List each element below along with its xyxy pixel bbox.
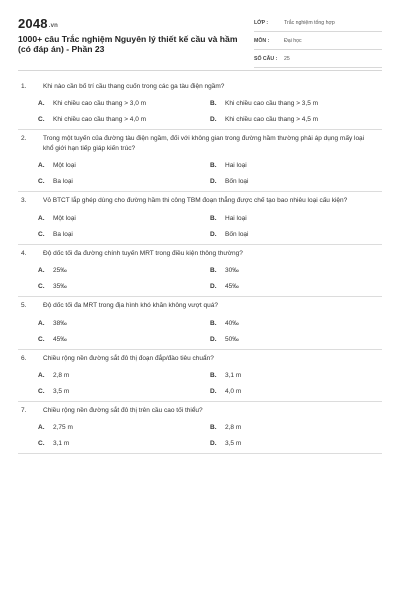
option-letter: A. [38, 424, 45, 432]
question-number: 6. [21, 354, 27, 362]
site-logo[interactable] [18, 16, 58, 31]
answer-options [18, 320, 382, 343]
answer-option[interactable] [210, 116, 382, 123]
option-text: 50‰ [225, 335, 239, 343]
question-stem [18, 406, 382, 415]
option-text: 30‰ [225, 267, 239, 275]
option-text: 45‰ [225, 283, 239, 291]
question-text: Chiều rộng nền đường sắt đô thị trên cầu cao tối thiểu? [43, 406, 203, 414]
option-text: 3,5 m [53, 387, 70, 395]
question-item [18, 402, 382, 454]
option-text: 2,8 m [225, 424, 242, 432]
option-text: 45‰ [53, 335, 67, 343]
question-number: 4. [21, 249, 27, 257]
option-letter: D. [210, 116, 217, 124]
option-text: Khi chiều cao cầu thang > 4,0 m [53, 116, 147, 124]
meta-value: Trắc nghiệm tổng hợp [284, 19, 335, 26]
answer-option[interactable] [38, 283, 210, 290]
answer-option[interactable] [38, 424, 210, 431]
answer-options [18, 267, 382, 290]
question-item [18, 192, 382, 244]
meta-value: 25 [284, 55, 290, 62]
option-text: 2,8 m [53, 371, 70, 379]
option-letter: B. [210, 371, 217, 379]
option-letter: A. [38, 100, 45, 108]
question-item [18, 78, 382, 130]
answer-option[interactable] [38, 178, 210, 185]
meta-row-subject [254, 32, 382, 50]
question-stem [18, 134, 382, 153]
option-text: 40‰ [225, 319, 239, 327]
logo-main: 2048 [18, 16, 48, 31]
option-text: Khi chiều cao cầu thang > 3,0 m [53, 100, 147, 108]
question-text: Chiều rộng nền đường sắt đô thị đoạn đắp/đào tiêu chuẩn? [43, 354, 214, 362]
meta-label: LỚP : [254, 19, 269, 26]
question-number: 1. [21, 83, 27, 90]
answer-option[interactable] [210, 283, 382, 290]
answer-options [18, 424, 382, 447]
option-letter: A. [38, 267, 45, 275]
answer-option[interactable] [210, 267, 382, 274]
option-text: Một loại [53, 162, 76, 170]
document-title: 1000+ câu Trắc nghiệm Nguyên lý thiết kế cầu và hầm (có đáp án) - Phần 23 [18, 34, 238, 55]
question-stem [18, 196, 382, 205]
question-number: 3. [21, 197, 27, 205]
question-item [18, 297, 382, 349]
option-text: Hai loại [225, 214, 247, 222]
option-letter: A. [38, 162, 45, 170]
option-letter: A. [38, 319, 45, 327]
option-letter: B. [210, 214, 217, 222]
answer-option[interactable] [38, 231, 210, 238]
option-text: 25‰ [53, 267, 67, 275]
answer-options [18, 162, 382, 185]
option-letter: C. [38, 335, 45, 343]
answer-option[interactable] [38, 215, 210, 222]
option-letter: A. [38, 214, 45, 222]
header [0, 0, 400, 66]
option-letter: C. [38, 116, 45, 124]
question-number: 7. [21, 406, 27, 414]
option-letter: D. [210, 387, 217, 395]
question-text: Độ dốc tối đa đường chính tuyến MRT trong điều kiện thông thường? [43, 249, 243, 257]
question-stem [18, 354, 382, 363]
option-letter: A. [38, 371, 45, 379]
option-text: 35‰ [53, 283, 67, 291]
option-text: Khi chiều cao cầu thang > 3,5 m [225, 100, 319, 108]
option-text: 3,1 m [225, 371, 242, 379]
option-letter: B. [210, 424, 217, 432]
meta-label: SỐ CÂU : [254, 55, 278, 62]
option-text: Bốn loại [225, 178, 249, 186]
option-letter: D. [210, 335, 217, 343]
header-divider [18, 70, 382, 71]
meta-table [254, 14, 382, 68]
answer-option[interactable] [210, 215, 382, 222]
answer-option[interactable] [38, 267, 210, 274]
answer-option[interactable] [38, 388, 210, 395]
option-text: Hai loại [225, 162, 247, 170]
question-item [18, 130, 382, 192]
option-text: Bốn loại [225, 230, 249, 238]
logo-suffix: .vn [48, 23, 59, 29]
answer-option[interactable] [210, 178, 382, 185]
answer-option[interactable] [210, 424, 382, 431]
question-item [18, 245, 382, 297]
answer-option[interactable] [210, 100, 382, 107]
option-letter: C. [38, 387, 45, 395]
option-letter: B. [210, 100, 217, 108]
answer-options [18, 372, 382, 395]
answer-options [18, 215, 382, 238]
answer-options [18, 100, 382, 123]
question-text: Khi nào cần bố trí cầu thang cuốn trong các ga tàu điện ngầm? [43, 83, 225, 90]
option-letter: B. [210, 162, 217, 170]
option-letter: C. [38, 178, 45, 186]
meta-row-class [254, 14, 382, 32]
option-text: 3,1 m [53, 440, 70, 448]
option-letter: D. [210, 178, 217, 186]
meta-row-count [254, 50, 382, 68]
answer-option[interactable] [210, 440, 382, 447]
option-text: 38‰ [53, 319, 67, 327]
answer-option[interactable] [38, 440, 210, 447]
answer-option[interactable] [38, 116, 210, 123]
question-list [18, 78, 382, 454]
question-number: 2. [21, 135, 27, 143]
answer-option[interactable] [38, 336, 210, 343]
option-letter: D. [210, 230, 217, 238]
answer-option[interactable] [38, 100, 210, 107]
answer-option[interactable] [38, 162, 210, 169]
meta-label: MÔN : [254, 37, 270, 44]
option-letter: C. [38, 230, 45, 238]
question-stem [18, 249, 382, 258]
answer-option[interactable] [210, 320, 382, 327]
answer-option[interactable] [38, 372, 210, 379]
option-letter: C. [38, 283, 45, 291]
option-text: 4,0 m [225, 387, 242, 395]
question-item [18, 350, 382, 402]
option-letter: D. [210, 283, 217, 291]
answer-option[interactable] [210, 162, 382, 169]
option-text: 2,75 m [53, 424, 73, 432]
option-text: Một loại [53, 214, 76, 222]
question-stem [18, 301, 382, 310]
answer-option[interactable] [210, 231, 382, 238]
option-text: Ba loại [53, 230, 73, 238]
question-number: 5. [21, 302, 27, 310]
option-text: Ba loại [53, 178, 73, 186]
question-text: Trong một tuyến của đường tàu điện ngầm, đối với không gian trong đường hầm thường phải áp dụng mấy loại khổ giới hạn tiếp giáp kiến trúc? [43, 135, 365, 152]
option-text: Khi chiều cao cầu thang > 4,5 m [225, 116, 319, 124]
meta-value: Đại học [284, 37, 302, 44]
answer-option[interactable] [210, 336, 382, 343]
option-letter: B. [210, 267, 217, 275]
answer-option[interactable] [210, 372, 382, 379]
option-text: 3,5 m [225, 440, 242, 448]
option-letter: C. [38, 440, 45, 448]
option-letter: D. [210, 440, 217, 448]
question-stem [18, 82, 382, 91]
option-letter: B. [210, 319, 217, 327]
answer-option[interactable] [38, 320, 210, 327]
answer-option[interactable] [210, 388, 382, 395]
question-text: Vỏ BTCT lắp ghép dùng cho đường hầm thi công TBM đoạn thẳng được chế tạo bao nhiêu loại cấu kiện? [43, 197, 348, 205]
question-text: Độ dốc tối đa MRT trong địa hình khó khăn không vượt quá? [43, 302, 218, 310]
